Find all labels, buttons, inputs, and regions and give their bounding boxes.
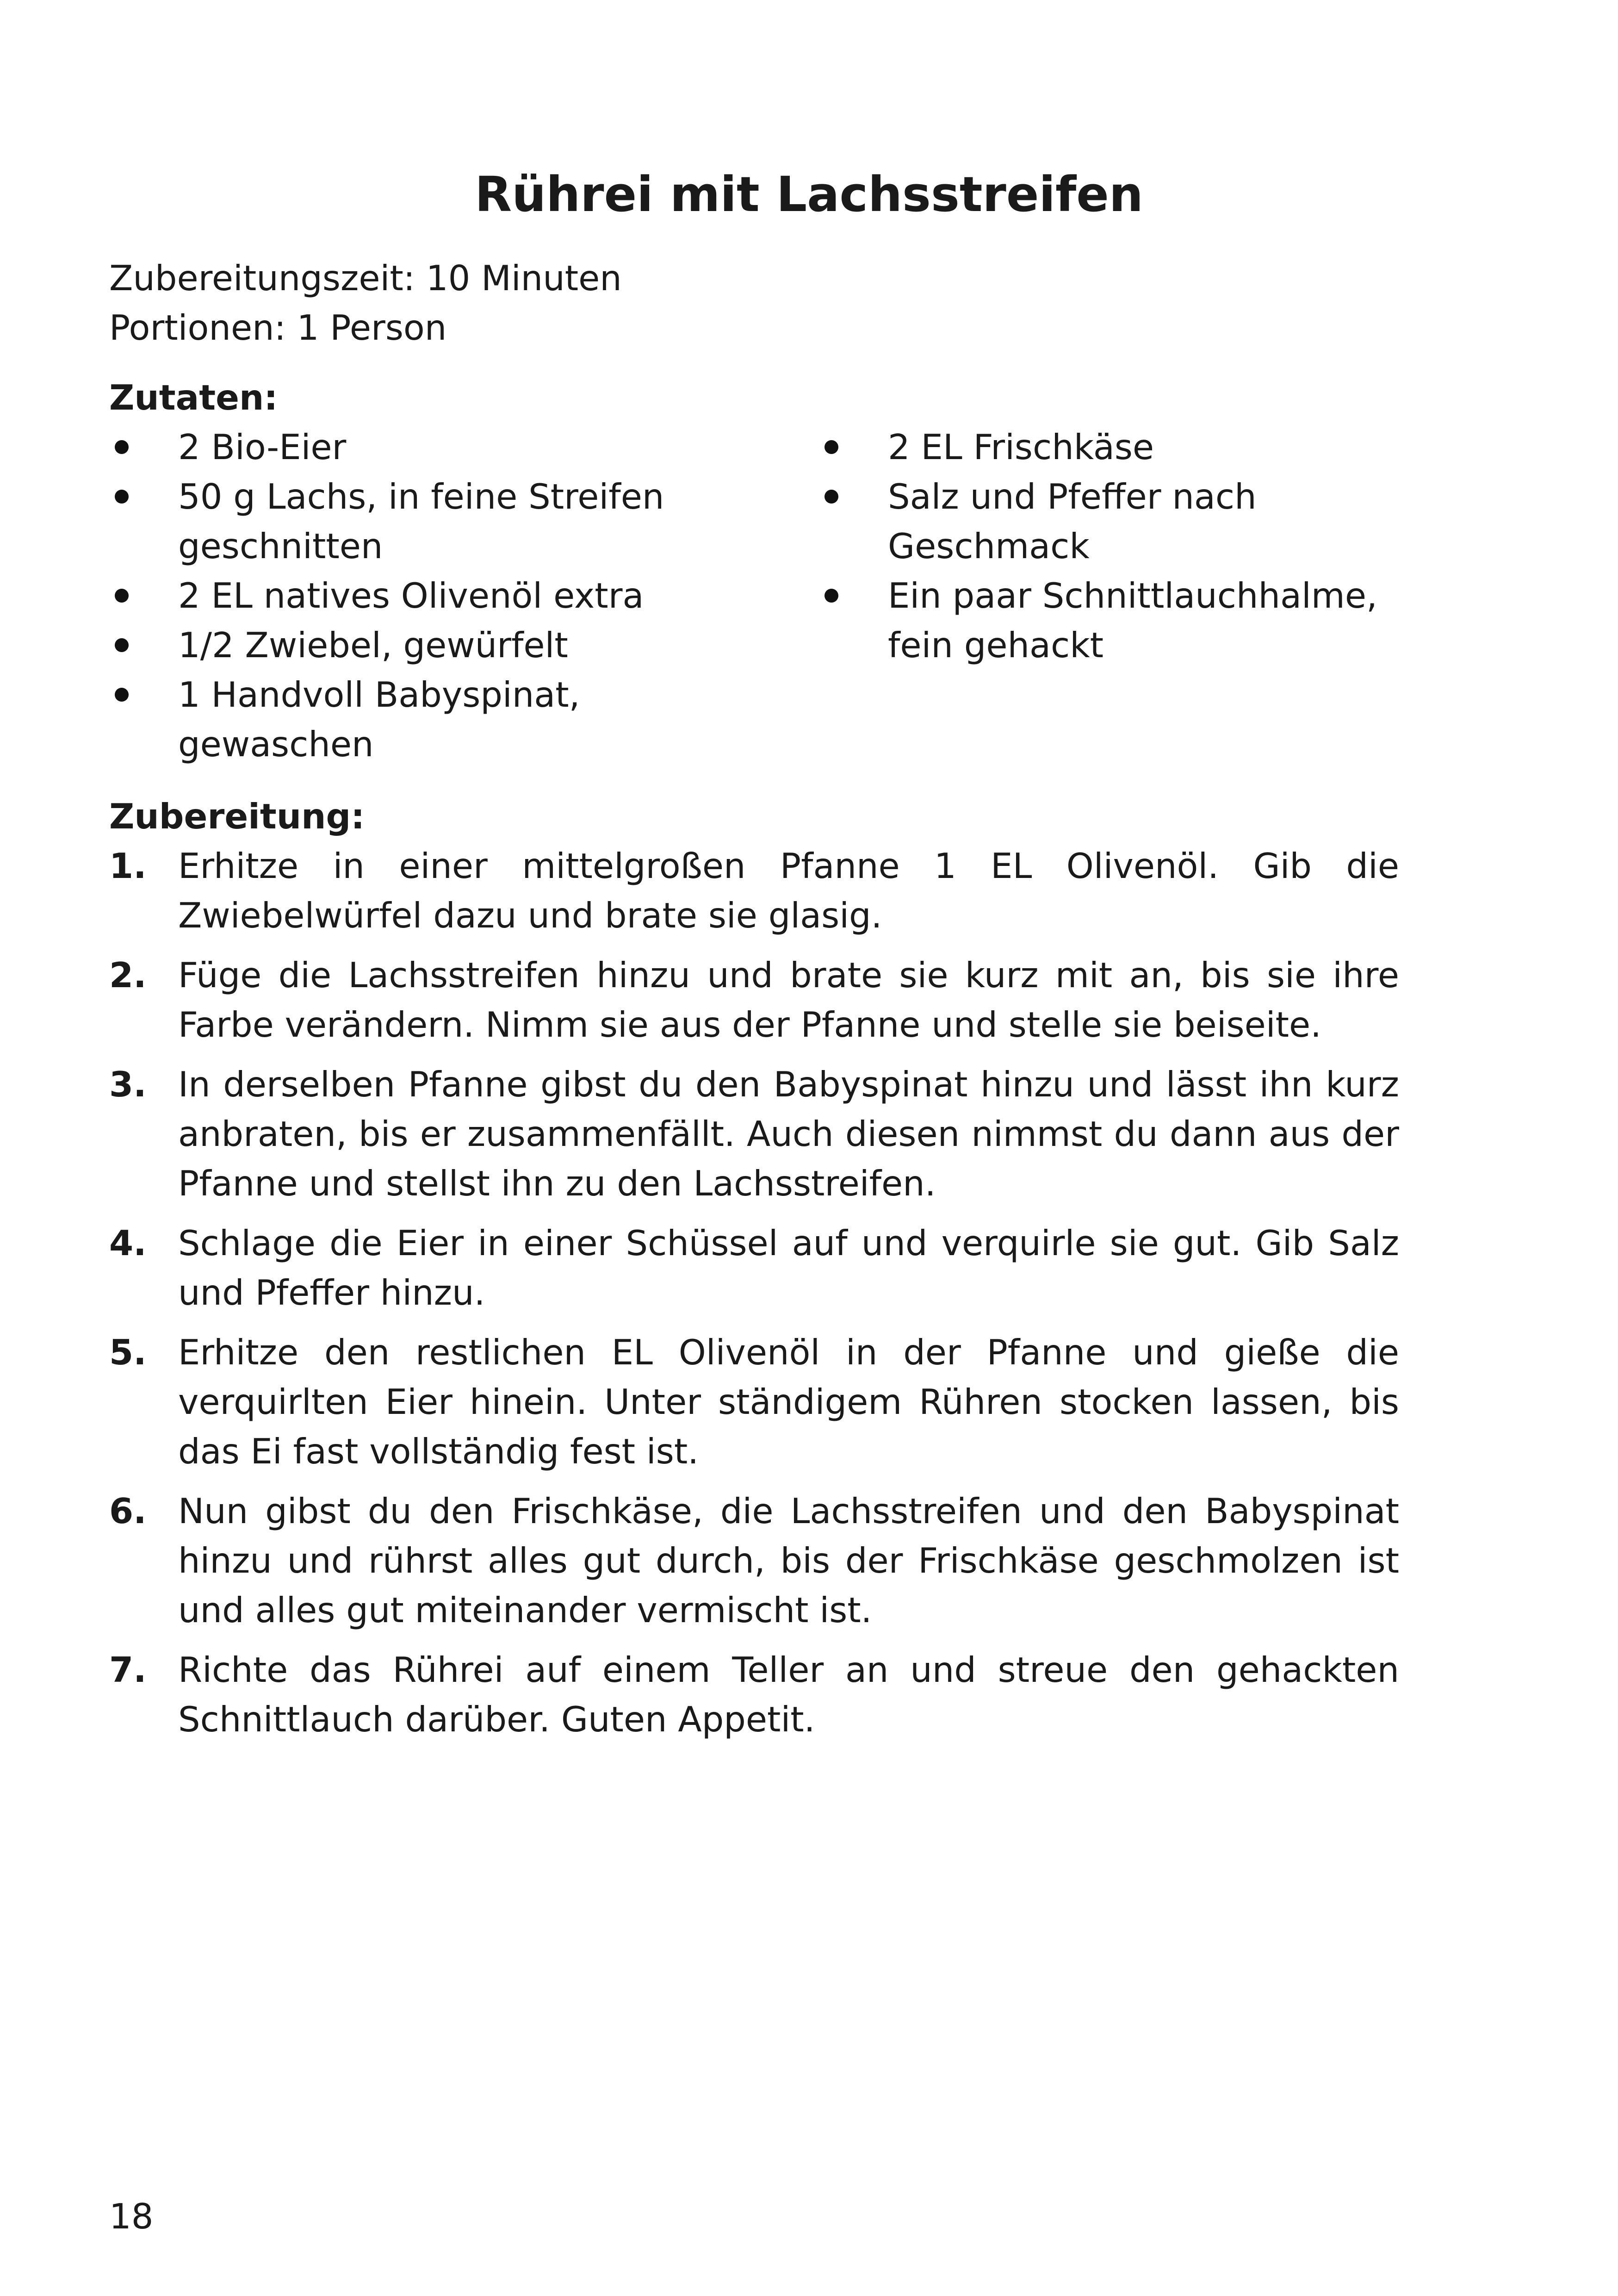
ingredient-text: 1/2 Zwiebel, gewürfelt	[178, 625, 568, 666]
ingredients-list-left	[109, 423, 701, 769]
step-number: 3.	[109, 1064, 147, 1105]
ingredient-item	[109, 621, 701, 670]
step-text: Nun gibst du den Frischkäse, die Lachsstreifen und den Babyspinat hinzu und rührst alles gut durch, bis der Frischkäse geschmolzen ist und alles gut miteinander vermischt ist.	[178, 1491, 1399, 1630]
bullet-icon	[115, 589, 129, 603]
preparation-heading: Zubereitung:	[109, 796, 365, 837]
page-number: 18	[109, 2196, 154, 2237]
step-text: Erhitze in einer mittelgroßen Pfanne 1 EL Olivenöl. Gib die Zwiebelwürfel dazu und brate sie glasig.	[178, 846, 1399, 936]
ingredients-list-right	[819, 423, 1399, 670]
ingredient-item	[109, 423, 701, 472]
ingredient-text: 1 Handvoll Babyspinat, gewaschen	[178, 674, 580, 765]
ingredients-heading: Zutaten:	[109, 377, 278, 418]
step-item	[109, 1487, 1399, 1635]
step-item	[109, 841, 1399, 940]
bullet-icon	[824, 589, 838, 603]
step-number: 2.	[109, 955, 147, 996]
bullet-icon	[115, 638, 129, 652]
step-number: 6.	[109, 1491, 147, 1531]
bullet-icon	[115, 440, 129, 454]
bullet-icon	[115, 490, 129, 504]
step-text: Richte das Rührei auf einem Teller an und streue den gehackten Schnittlauch darüber. Guten Appetit.	[178, 1649, 1399, 1740]
step-item	[109, 1219, 1399, 1318]
ingredient-text: Ein paar Schnittlauchhalme, fein gehackt	[888, 575, 1377, 666]
ingredient-item	[819, 423, 1399, 472]
bullet-icon	[824, 440, 838, 454]
bullet-icon	[115, 688, 129, 702]
ingredient-text: 2 EL natives Olivenöl extra	[178, 575, 644, 616]
step-text: Erhitze den restlichen EL Olivenöl in der Pfanne und gieße die verquirlten Eier hinein. Unter ständigem Rühren stocken lassen, bis das Ei fast vollständig fest ist.	[178, 1332, 1399, 1472]
ingredient-text: Salz und Pfeffer nach Geschmack	[888, 476, 1257, 566]
ingredient-item	[109, 472, 701, 571]
ingredient-item	[109, 670, 701, 769]
step-text: Füge die Lachsstreifen hinzu und brate sie kurz mit an, bis sie ihre Farbe verändern. Nimm sie aus der Pfanne und stelle sie beiseite.	[178, 955, 1399, 1045]
step-item	[109, 1328, 1399, 1476]
ingredient-text: 2 Bio-Eier	[178, 427, 347, 467]
step-item	[109, 1060, 1399, 1208]
step-number: 7.	[109, 1649, 147, 1690]
ingredient-item	[109, 571, 701, 621]
step-number: 1.	[109, 846, 147, 886]
recipe-title: Rührei mit Lachsstreifen	[475, 166, 1143, 223]
ingredient-item	[819, 472, 1399, 571]
recipe-meta	[109, 254, 622, 353]
servings: Portionen: 1 Person	[109, 307, 447, 348]
step-text: Schlage die Eier in einer Schüssel auf und verquirle sie gut. Gib Salz und Pfeffer hinzu.	[178, 1223, 1399, 1313]
preparation-steps	[109, 841, 1399, 1755]
step-text: In derselben Pfanne gibst du den Babyspinat hinzu und lässt ihn kurz anbraten, bis er zusammenfällt. Auch diesen nimmst du dann aus der Pfanne und stellst ihn zu den Lachsstreifen.	[178, 1064, 1399, 1204]
prep-time: Zubereitungszeit: 10 Minuten	[109, 258, 622, 299]
step-number: 4.	[109, 1223, 147, 1263]
ingredient-text: 2 EL Frischkäse	[888, 427, 1154, 467]
ingredient-item	[819, 571, 1399, 670]
ingredient-text: 50 g Lachs, in feine Streifen geschnitten	[178, 476, 664, 566]
bullet-icon	[824, 490, 838, 504]
step-number: 5.	[109, 1332, 147, 1373]
step-item	[109, 951, 1399, 1050]
step-item	[109, 1645, 1399, 1744]
